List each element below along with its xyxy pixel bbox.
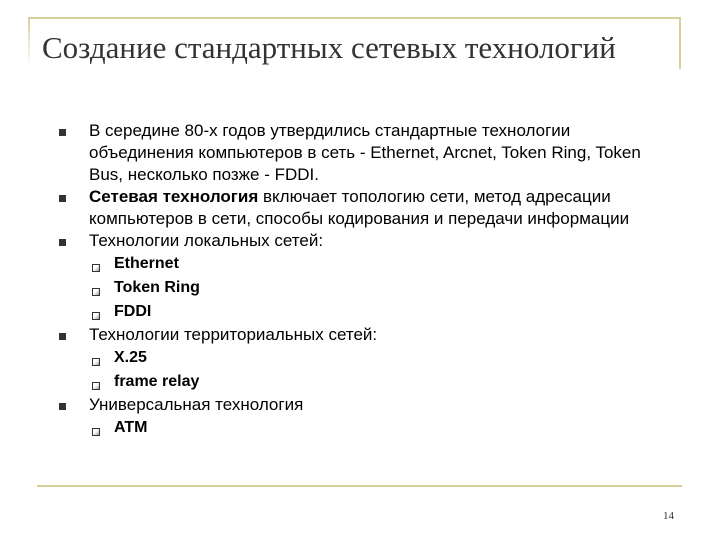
sub-item-text: ATM bbox=[114, 419, 148, 436]
sub-item-atm bbox=[58, 416, 658, 440]
hollow-square-bullet-icon bbox=[92, 382, 100, 390]
sub-item-text: Token Ring bbox=[114, 279, 200, 296]
hollow-square-bullet-icon bbox=[92, 358, 100, 366]
bullet-item-2 bbox=[58, 186, 658, 230]
sub-item-ethernet bbox=[58, 252, 658, 276]
square-bullet-icon bbox=[59, 129, 66, 136]
page-number: 14 bbox=[663, 510, 674, 522]
sub-item-text: FDDI bbox=[114, 303, 152, 320]
slide-title: Создание стандартных сетевых технологий bbox=[42, 30, 616, 65]
sub-item-token-ring bbox=[58, 276, 658, 300]
bullet-item-5 bbox=[58, 394, 658, 416]
square-bullet-icon bbox=[59, 403, 66, 410]
bullet-text-1: В середине 80-х годов утвердились стандартные технологии объединения компьютеров в сеть - Ethernet, Arcnet, Token Ring, Token Bus, несколько позже - FDDI. bbox=[89, 121, 641, 184]
sub-item-text: Ethernet bbox=[114, 255, 179, 272]
bullet-text-3: Технологии локальных сетей: bbox=[89, 231, 324, 250]
square-bullet-icon bbox=[59, 195, 66, 202]
bullet-text-5: Универсальная технология bbox=[89, 395, 304, 414]
hollow-square-bullet-icon bbox=[92, 264, 100, 272]
title-frame-left bbox=[28, 17, 30, 67]
square-bullet-icon bbox=[59, 333, 66, 340]
slide-content bbox=[58, 120, 658, 440]
bullet-item-4 bbox=[58, 324, 658, 346]
sub-item-fddi bbox=[58, 300, 658, 324]
bullet-item-3 bbox=[58, 230, 658, 252]
bullet-text-2: включает топологию сети, метод адресации компьютеров в сети, способы кодирования и передачи информации bbox=[89, 187, 630, 228]
sub-item-text: X.25 bbox=[114, 349, 147, 366]
hollow-square-bullet-icon bbox=[92, 428, 100, 436]
footer-divider bbox=[37, 485, 682, 487]
bullet-item-1 bbox=[58, 120, 658, 186]
bullet-text-2-bold: Сетевая технология bbox=[89, 187, 259, 206]
sub-item-text: frame relay bbox=[114, 373, 200, 390]
bullet-text-4: Технологии территориальных сетей: bbox=[89, 325, 378, 344]
sub-item-x25 bbox=[58, 346, 658, 370]
square-bullet-icon bbox=[59, 239, 66, 246]
sub-item-frame-relay bbox=[58, 370, 658, 394]
hollow-square-bullet-icon bbox=[92, 312, 100, 320]
hollow-square-bullet-icon bbox=[92, 288, 100, 296]
